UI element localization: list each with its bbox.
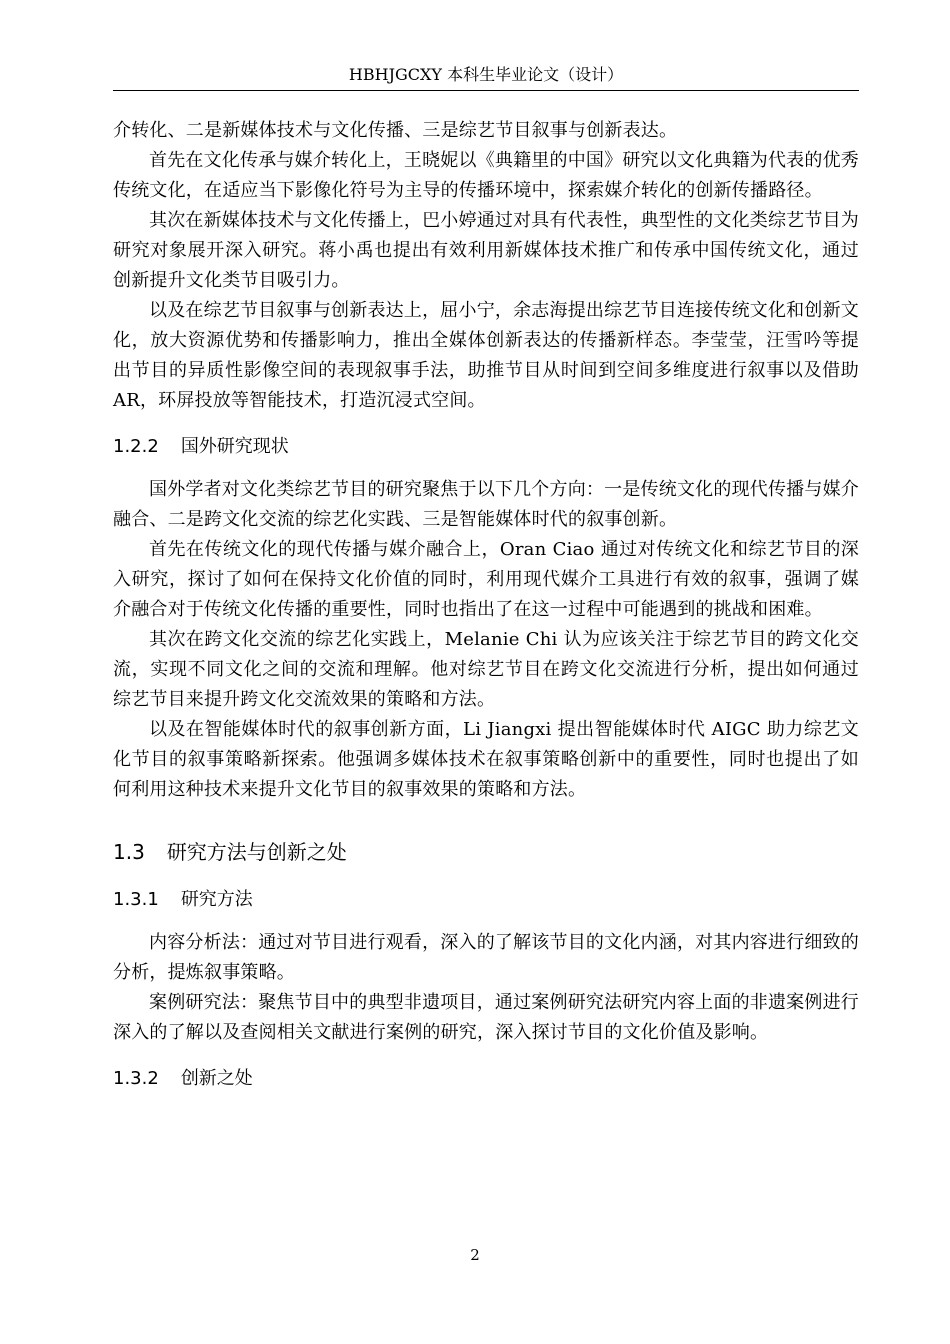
section-number: 1.3: [113, 840, 145, 864]
page-number: 2: [470, 1246, 480, 1264]
section-title: 研究方法与创新之处: [166, 840, 347, 864]
paragraph: 以及在智能媒体时代的叙事创新方面，Li Jiangxi 提出智能媒体时代 AIGC 助力综艺文化节目的叙事策略新探索。他强调多媒体技术在叙事策略创新中的重要性，同时也提出了如何利用这种技术来提升文化节目的叙事效果的策略和方法。: [113, 719, 859, 800]
paragraph: 国外学者对文化类综艺节目的研究聚焦于以下几个方向：一是传统文化的现代传播与媒介融合、二是跨文化交流的综艺化实践、三是智能媒体时代的叙事创新。: [113, 479, 859, 530]
section-heading-1-3-1: [113, 885, 859, 915]
paragraph: 首先在文化传承与媒介转化上，王晓妮以《典籍里的中国》研究以文化典籍为代表的优秀传统文化，在适应当下影像化符号为主导的传播环境中，探索媒介转化的创新传播路径。: [113, 150, 859, 201]
section-title: 国外研究现状: [180, 436, 289, 457]
section-number: 1.3.2: [113, 1068, 159, 1089]
paragraph: 其次在新媒体技术与文化传播上，巴小婷通过对具有代表性，典型性的文化类综艺节目为研究对象展开深入研究。蒋小禹也提出有效利用新媒体技术推广和传承中国传统文化，通过创新提升文化类节目吸引力。: [113, 210, 859, 291]
section-title: 研究方法: [180, 889, 253, 910]
section-number: 1.3.1: [113, 889, 159, 910]
section-heading-1-3-2: [113, 1064, 859, 1094]
section-title: 创新之处: [180, 1068, 253, 1089]
section-heading-1-2-2: [113, 432, 859, 462]
running-header: HBHJGCXY 本科生毕业论文（设计）: [113, 60, 859, 91]
section-heading-1-3: [113, 835, 859, 869]
paragraph: 介转化、二是新媒体技术与文化传播、三是综艺节目叙事与创新表达。: [113, 120, 678, 141]
paragraph: 首先在传统文化的现代传播与媒介融合上，Oran Ciao 通过对传统文化和综艺节目的深入研究，探讨了如何在保持文化价值的同时，利用现代媒介工具进行有效的叙事，强调了媒介融合对于传统文化传播的重要性，同时也指出了在这一过程中可能遇到的挑战和困难。: [113, 539, 859, 620]
paragraph: 以及在综艺节目叙事与创新表达上，屈小宁，余志海提出综艺节目连接传统文化和创新文化，放大资源优势和传播影响力，推出全媒体创新表达的传播新样态。李莹莹，汪雪吟等提出节目的异质性影像空间的表现叙事手法，助推节目从时间到空间多维度进行叙事以及借助 AR，环屏投放等智能技术，打造沉浸式空间。: [113, 300, 859, 411]
paragraph: 案例研究法：聚焦节目中的典型非遗项目，通过案例研究法研究内容上面的非遗案例进行深入的了解以及查阅相关文献进行案例的研究，深入探讨节目的文化价值及影响。: [113, 992, 859, 1043]
paragraph: 其次在跨文化交流的综艺化实践上，Melanie Chi 认为应该关注于综艺节目的跨文化交流，实现不同文化之间的交流和理解。他对综艺节目在跨文化交流进行分析，提出如何通过综艺节目来提升跨文化交流效果的策略和方法。: [113, 629, 859, 710]
section-number: 1.2.2: [113, 436, 159, 457]
paragraph: 内容分析法：通过对节目进行观看，深入的了解该节目的文化内涵，对其内容进行细致的分析，提炼叙事策略。: [113, 932, 859, 983]
document-body: [113, 116, 859, 1107]
